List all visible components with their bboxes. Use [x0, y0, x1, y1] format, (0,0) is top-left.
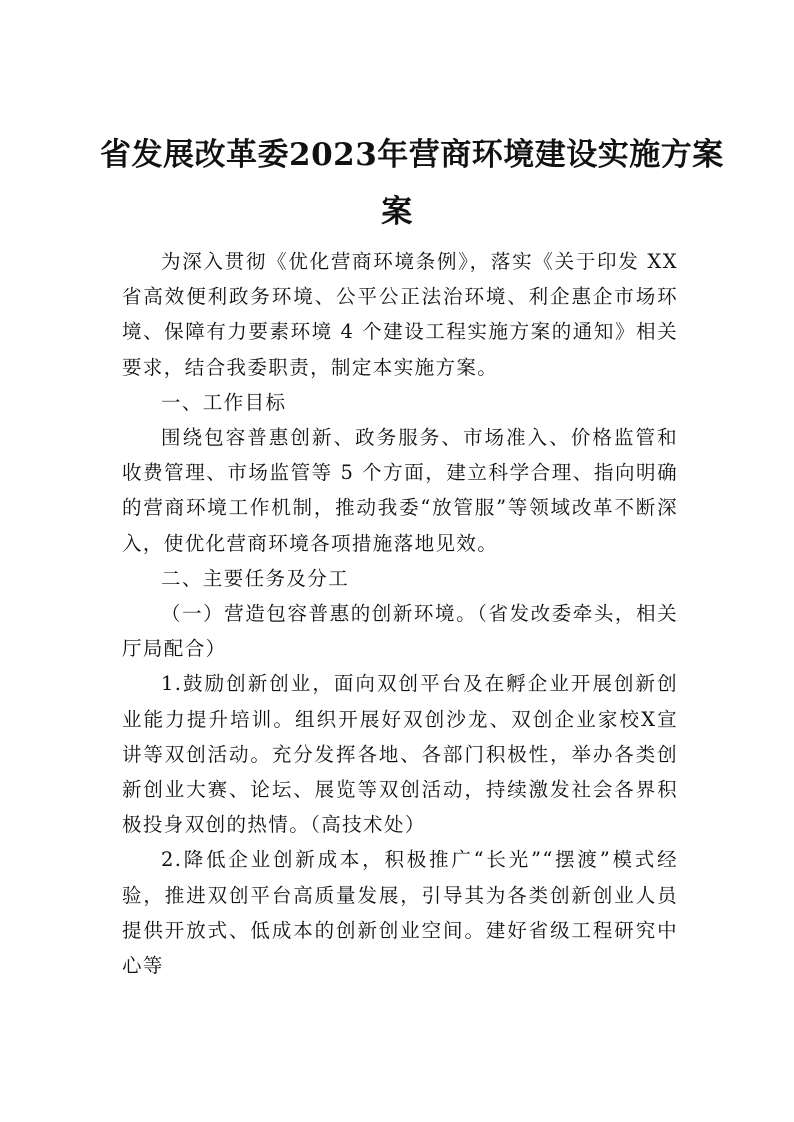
intro-paragraph: 为深入贯彻《优化营商环境条例》，落实《关于印发 XX 省高效便利政务环境、公平公正法治环境、利企惠企市场环境、保障有力要素环境 4 个建设工程实施方案的通知》相关要求，结合我委职责，制定本实施方案。 [122, 250, 678, 379]
section-heading-tasks: 二、主要任务及分工 [161, 566, 350, 590]
document-body [122, 244, 678, 983]
section-heading-goals: 一、工作目标 [161, 390, 287, 414]
goals-paragraph: 围绕包容普惠创新、政务服务、市场准入、价格监管和收费管理、市场监管等 5 个方面，建立科学合理、指向明确的营商环境工作机制，推动我委“放管服”等领域改革不断深入，使优化营商环境各项措施落地见效。 [122, 426, 678, 555]
document-title-line-1: 省发展改革委2023年营商环境建设实施方案 [100, 137, 724, 173]
task-item-1: 1.鼓励创新创业，面向双创平台及在孵企业开展创新创业能力提升培训。组织开展好双创沙龙、双创企业家校X宣讲等双创活动。充分发挥各地、各部门积极性，举办各类创新创业大赛、论坛、展览等双创活动，持续激发社会各界积极投身双创的热情。（高技术处） [122, 672, 678, 837]
document-title-line-2: 案 [381, 194, 413, 230]
subsection-innovation-environment: （一）营造包容普惠的创新环境。（省发改委牵头，相关厅局配合） [122, 602, 678, 661]
task-item-2: 2.降低企业创新成本，积极推广“长光”“摆渡”模式经验，推进双创平台高质量发展，引导其为各类创新创业人员提供开放式、低成本的创新创业空间。建好省级工程研究中心等 [122, 848, 678, 978]
